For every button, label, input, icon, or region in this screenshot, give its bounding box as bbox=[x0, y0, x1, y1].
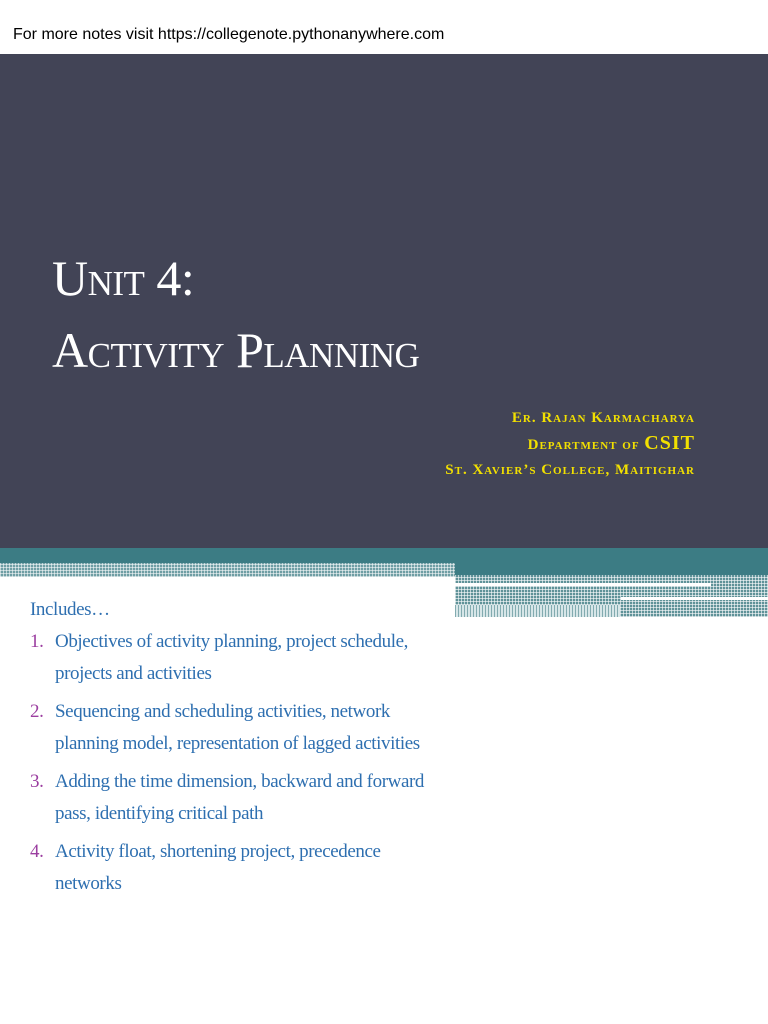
topic-list bbox=[30, 626, 440, 900]
author-department bbox=[445, 431, 695, 458]
list-item bbox=[30, 766, 440, 830]
department-name: CSIT bbox=[644, 432, 695, 454]
list-item bbox=[30, 696, 440, 760]
watermark-text: For more notes visit https://collegenote.pythonanywhere.com bbox=[13, 26, 445, 43]
list-item bbox=[30, 836, 440, 900]
department-prefix: Department of bbox=[527, 437, 640, 453]
list-number: 2. bbox=[30, 701, 44, 722]
list-item bbox=[30, 626, 440, 690]
list-item-text: Adding the time dimension, backward and forward pass, identifying critical path bbox=[55, 771, 425, 824]
list-item-text: Objectives of activity planning, project schedule, projects and activities bbox=[55, 631, 409, 684]
list-item-text: Sequencing and scheduling activities, network planning model, representation of lagged activities bbox=[55, 701, 420, 754]
author-name: Er. Rajan Karmacharya bbox=[511, 410, 695, 426]
list-number: 3. bbox=[30, 771, 44, 792]
stripe-fade bbox=[455, 605, 620, 617]
list-item-text: Activity float, shortening project, precedence networks bbox=[55, 841, 381, 894]
list-number: 4. bbox=[30, 841, 44, 862]
title-line-2: Activity Planning bbox=[52, 322, 420, 378]
stripe-pattern-right bbox=[455, 575, 768, 617]
author-college: St. Xavier’s College, Maitighar bbox=[445, 462, 695, 478]
slide-title bbox=[52, 242, 419, 386]
stripe-highlight-bar bbox=[621, 597, 768, 600]
stripe-highlight-bar bbox=[455, 583, 711, 586]
author-block bbox=[445, 406, 695, 483]
slide-content bbox=[30, 594, 440, 906]
list-number: 1. bbox=[30, 631, 44, 652]
stripe-pattern-left bbox=[0, 563, 455, 577]
title-line-1: Unit 4: bbox=[52, 250, 195, 306]
content-intro: Includes… bbox=[30, 599, 110, 620]
